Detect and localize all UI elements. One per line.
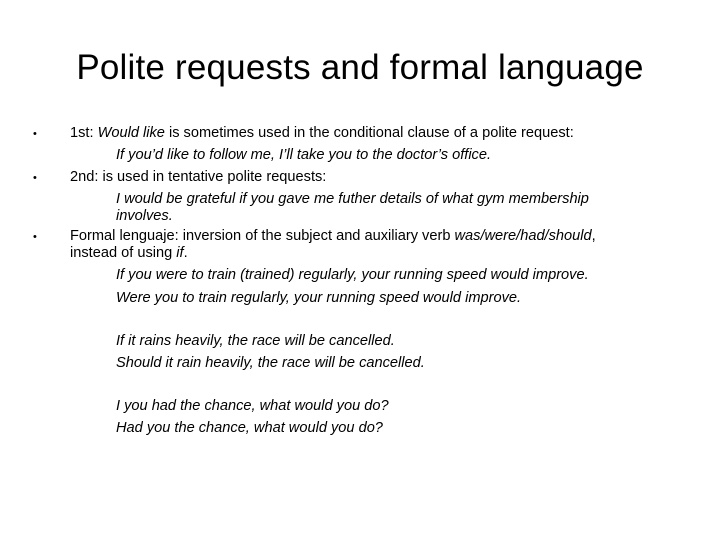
bullet-3-line-2-end: .: [183, 245, 188, 261]
example-sentence: If you were to train (trained) regularly, your running speed would improve.: [116, 267, 589, 283]
bullet-marker-3: •: [33, 231, 37, 243]
bullet-2-text: 2nd: is used in tentative polite requests:: [70, 169, 327, 185]
example-sentence: If it rains heavily, the race will be cancelled.: [116, 333, 395, 349]
example-sentence: Were you to train regularly, your running speed would improve.: [116, 290, 522, 306]
bullet-3-line-1-end: ,: [591, 228, 596, 244]
example-sentence: Should it rain heavily, the race will be cancelled.: [116, 355, 425, 371]
bullet-marker-1: •: [33, 128, 37, 140]
bullet-3-line-2-start: instead of using: [70, 245, 177, 261]
bullet-2-example-line-1: I would be grateful if you gave me futher details of what gym membership: [116, 191, 589, 207]
bullet-2-example-line-2: involves.: [116, 208, 173, 224]
example-sentence: I you had the chance, what would you do?: [116, 398, 389, 414]
bullet-marker-2: •: [33, 172, 37, 184]
bullet-1-text: [70, 124, 574, 143]
example-sentence: Had you the chance, what would you do?: [116, 420, 383, 436]
bullet-1-example: If you’d like to follow me, I’ll take you to the doctor’s office.: [116, 147, 492, 163]
bullet-3-line-1-start: Formal lenguaje: inversion of the subject and auxiliary verb: [70, 228, 455, 244]
bullet-1-emphasis: Would like: [97, 125, 165, 141]
slide-title: Polite requests and formal language: [76, 48, 644, 87]
bullet-3-line-1-emphasis: was/were/had/should: [454, 228, 592, 244]
bullet-1-label: 1st:: [70, 125, 98, 141]
bullet-1-rest: is sometimes used in the conditional clause of a polite request:: [164, 125, 574, 141]
bullet-3-text-line-2: [70, 244, 188, 263]
bullet-3-line-2-emphasis: if: [176, 245, 184, 261]
